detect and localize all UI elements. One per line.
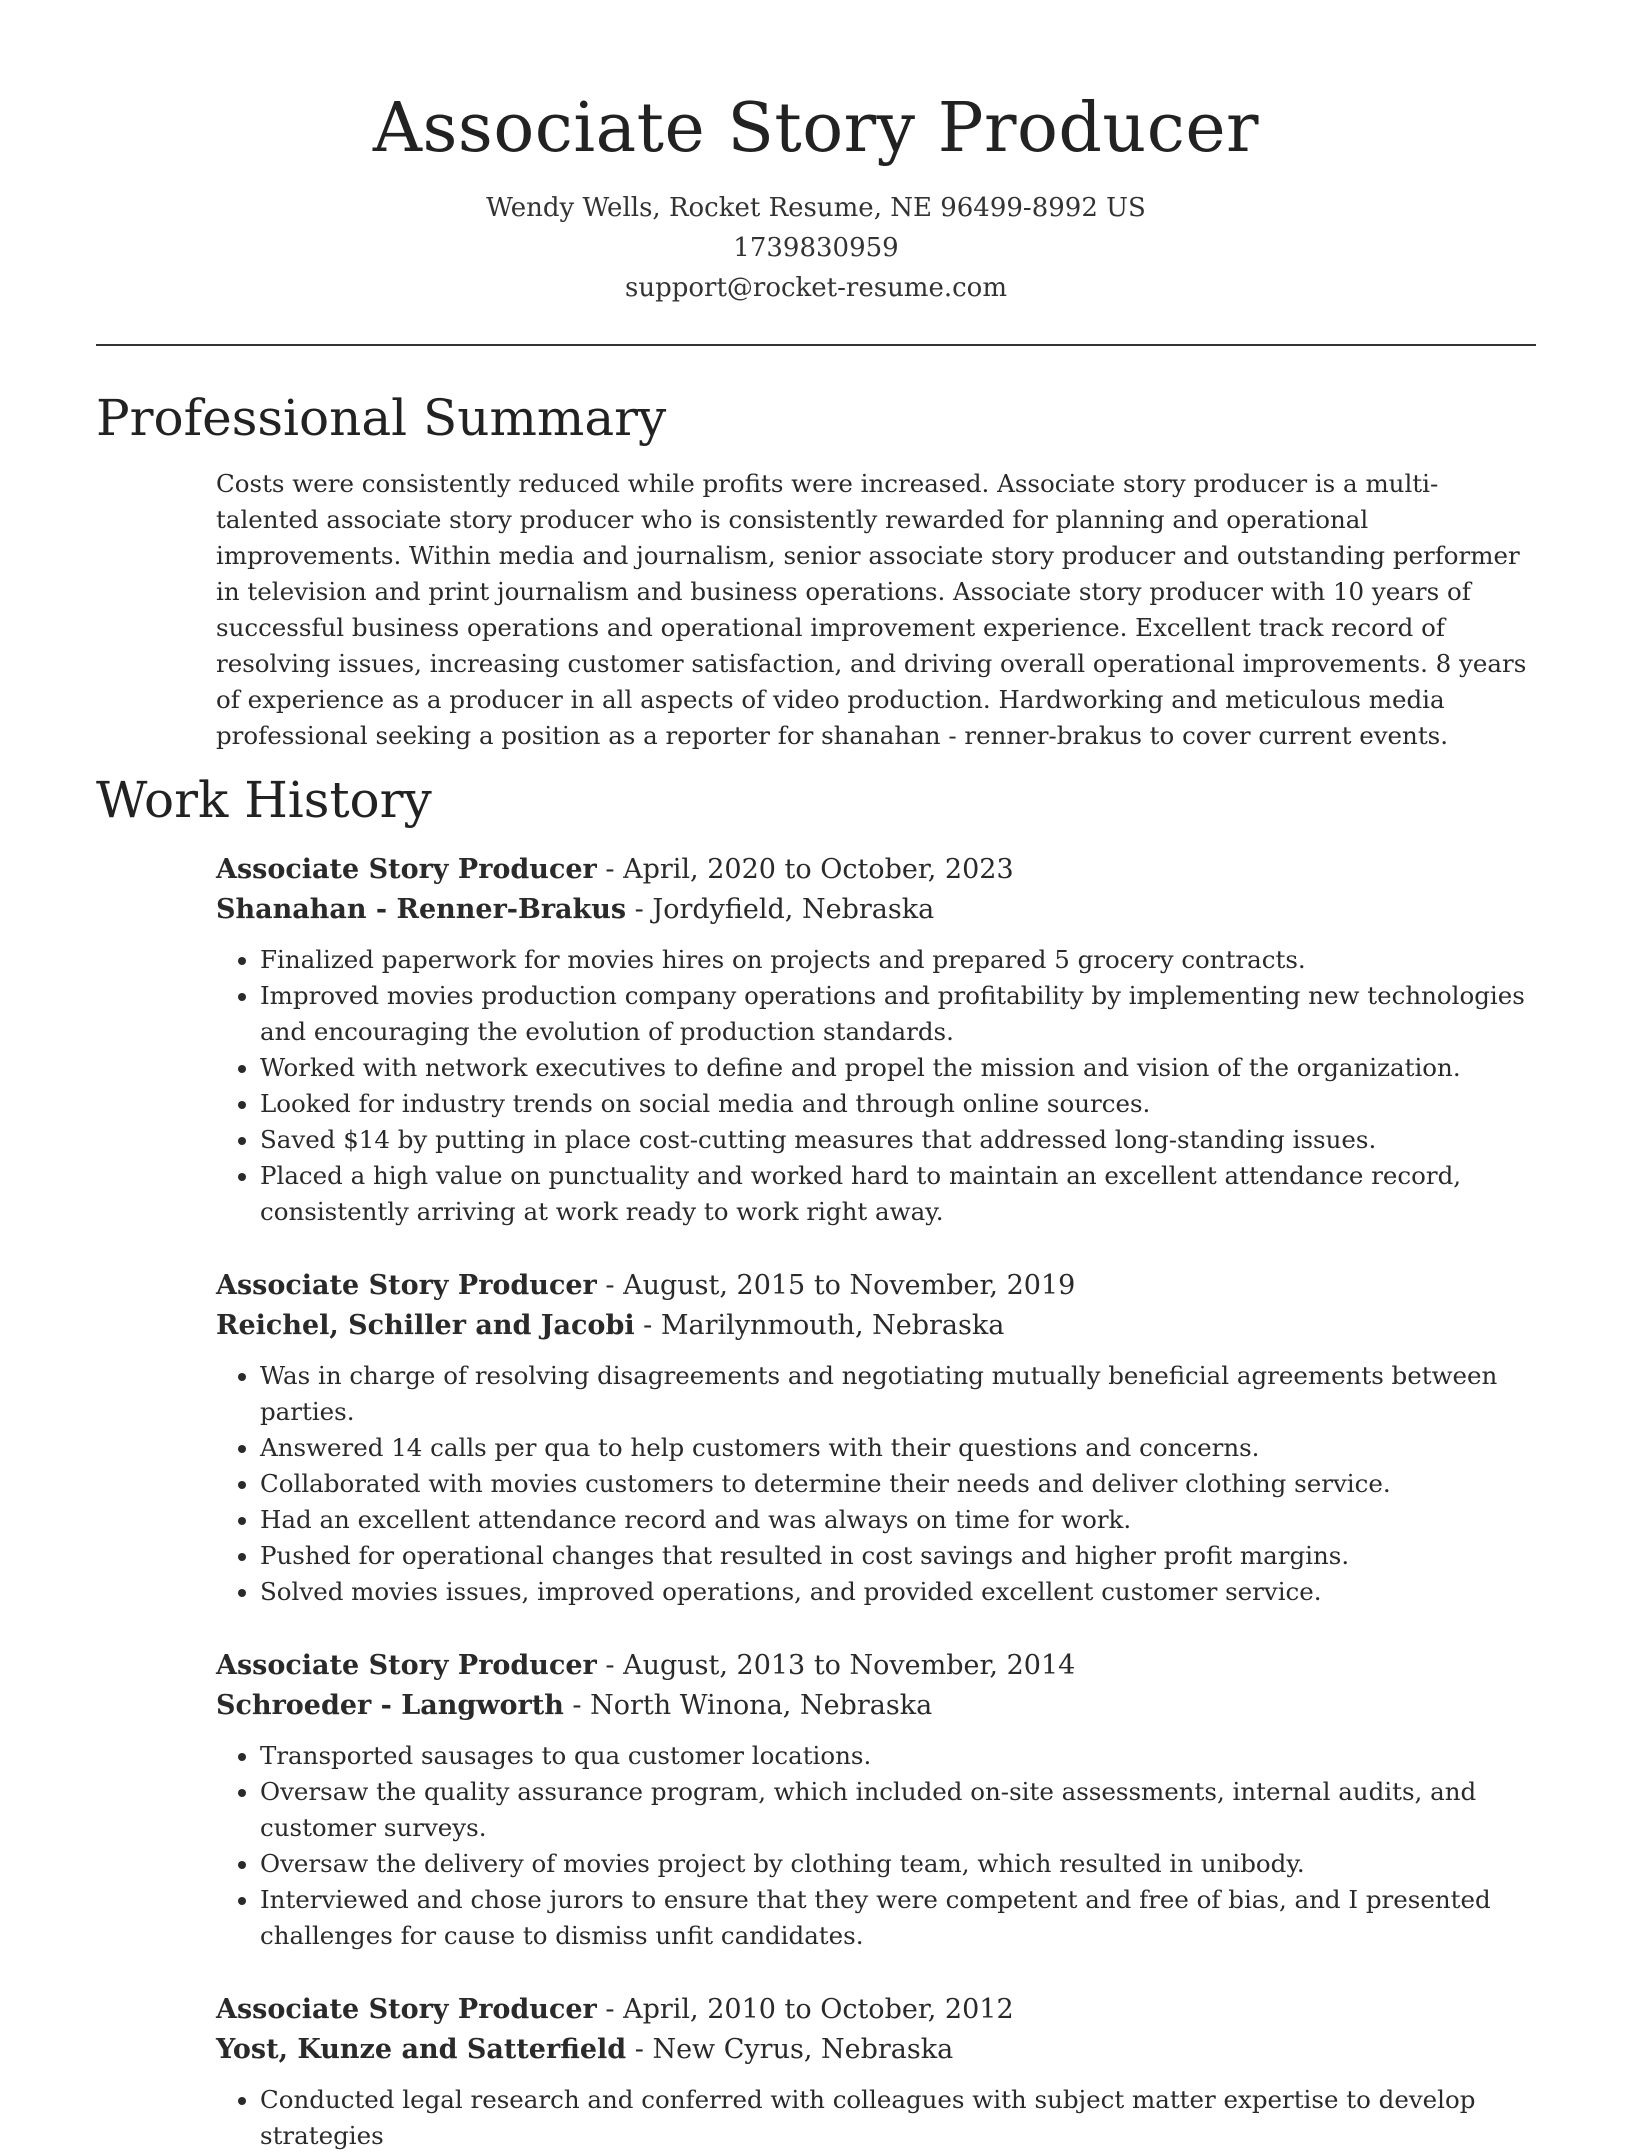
job-bullets	[216, 2082, 1536, 2154]
job-bullet: • Pushed for operational changes that resulted in cost savings and higher profit margins.	[260, 1538, 1536, 1574]
job-bullet: • Oversaw the delivery of movies project by clothing team, which resulted in unibody.	[260, 1846, 1536, 1882]
job-bullet: • Had an excellent attendance record and was always on time for work.	[260, 1502, 1536, 1538]
resume-title: Associate Story Producer	[372, 89, 1260, 168]
job-bullet: • Saved $14 by putting in place cost-cutting measures that addressed long-standing issues.	[260, 1122, 1536, 1158]
job-bullet: • Looked for industry trends on social media and through online sources.	[260, 1086, 1536, 1122]
job-bullet: • Collaborated with movies customers to determine their needs and deliver clothing service.	[260, 1466, 1536, 1502]
job-entry	[216, 1266, 1536, 1610]
job-title: Associate Story Producer	[216, 1994, 597, 2025]
job-dates: April, 2020 to October, 2023	[623, 854, 1014, 885]
job-company-line: Shanahan - Renner-Brakus - Jordyfield, Nebraska	[216, 894, 935, 925]
job-dates: April, 2010 to October, 2012	[623, 1994, 1014, 2025]
job-location: New Cyrus, Nebraska	[652, 2034, 954, 2065]
job-bullet: • Solved movies issues, improved operations, and provided excellent customer service.	[260, 1574, 1536, 1610]
job-bullet: • Interviewed and chose jurors to ensure that they were competent and free of bias, and I presented challenges for cause to dismiss unfit candidates.	[260, 1882, 1536, 1954]
job-title: Associate Story Producer	[216, 854, 597, 885]
job-bullet: • Improved movies production company operations and profitability by implementing new technologies and encouraging the evolution of production standards.	[260, 978, 1536, 1050]
job-company-line: Yost, Kunze and Satterfield - New Cyrus, Nebraska	[216, 2034, 954, 2065]
resume-header	[0, 0, 1632, 308]
job-bullet: • Worked with network executives to define and propel the mission and vision of the organization.	[260, 1050, 1536, 1086]
job-company: Reichel, Schiller and Jacobi	[216, 1310, 635, 1341]
job-dates: August, 2015 to November, 2019	[623, 1270, 1076, 1301]
job-entry	[216, 850, 1536, 1230]
job-bullets	[216, 1738, 1536, 1954]
job-bullet: • Was in charge of resolving disagreements and negotiating mutually beneficial agreements between parties.	[260, 1358, 1536, 1430]
job-location: Marilynmouth, Nebraska	[660, 1310, 1005, 1341]
contact-phone: 1739830959	[733, 233, 899, 263]
job-entry	[216, 1646, 1536, 1954]
work-history-section	[216, 850, 1536, 2154]
job-bullet: • Conducted legal research and conferred with colleagues with subject matter expertise to develop strategies	[260, 2082, 1536, 2154]
summary-text: Costs were consistently reduced while profits were increased. Associate story producer is a multi-talented associate story producer who is consistently rewarded for planning and operational improvements. Within media and journalism, senior associate story producer and outstanding performer in television and print journalism and business operations. Associate story producer with 10 years of successful business operations and operational improvement experience. Excellent track record of resolving issues, increasing customer satisfaction, and driving overall operational improvements. 8 years of experience as a producer in all aspects of video production. Hardworking and meticulous media professional seeking a position as a reporter for shanahan - renner-brakus to cover current events.	[216, 469, 1527, 750]
job-bullet: • Transported sausages to qua customer locations.	[260, 1738, 1536, 1774]
summary-heading: Professional Summary	[96, 389, 667, 447]
header-divider	[96, 344, 1536, 346]
job-title-line: Associate Story Producer - August, 2015 to November, 2019	[216, 1270, 1076, 1301]
job-title: Associate Story Producer	[216, 1270, 597, 1301]
job-bullets	[216, 942, 1536, 1230]
job-location: Jordyfield, Nebraska	[652, 894, 935, 925]
job-entry	[216, 1990, 1536, 2154]
job-title: Associate Story Producer	[216, 1650, 597, 1681]
job-bullet: • Answered 14 calls per qua to help customers with their questions and concerns.	[260, 1430, 1536, 1466]
job-company-line: Reichel, Schiller and Jacobi - Marilynmouth, Nebraska	[216, 1310, 1005, 1341]
summary-section	[216, 466, 1536, 754]
job-bullet: • Finalized paperwork for movies hires on projects and prepared 5 grocery contracts.	[260, 942, 1536, 978]
contact-info	[0, 188, 1632, 308]
job-company: Yost, Kunze and Satterfield	[216, 2034, 627, 2065]
work-history-heading: Work History	[96, 771, 432, 829]
contact-address: Wendy Wells, Rocket Resume, NE 96499-8992 US	[486, 193, 1146, 223]
job-company-line: Schroeder - Langworth - North Winona, Nebraska	[216, 1690, 933, 1721]
job-bullet: • Oversaw the quality assurance program, which included on-site assessments, internal audits, and customer surveys.	[260, 1774, 1536, 1846]
job-company: Shanahan - Renner-Brakus	[216, 894, 627, 925]
job-dates: August, 2013 to November, 2014	[623, 1650, 1076, 1681]
job-company: Schroeder - Langworth	[216, 1690, 564, 1721]
job-location: North Winona, Nebraska	[590, 1690, 933, 1721]
job-title-line: Associate Story Producer - August, 2013 to November, 2014	[216, 1650, 1076, 1681]
job-bullets	[216, 1358, 1536, 1610]
job-title-line: Associate Story Producer - April, 2010 to October, 2012	[216, 1994, 1014, 2025]
contact-email: support@rocket-resume.com	[624, 273, 1007, 303]
job-title-line: Associate Story Producer - April, 2020 to October, 2023	[216, 854, 1014, 885]
job-bullet: • Placed a high value on punctuality and worked hard to maintain an excellent attendance record, consistently arriving at work ready to work right away.	[260, 1158, 1536, 1230]
